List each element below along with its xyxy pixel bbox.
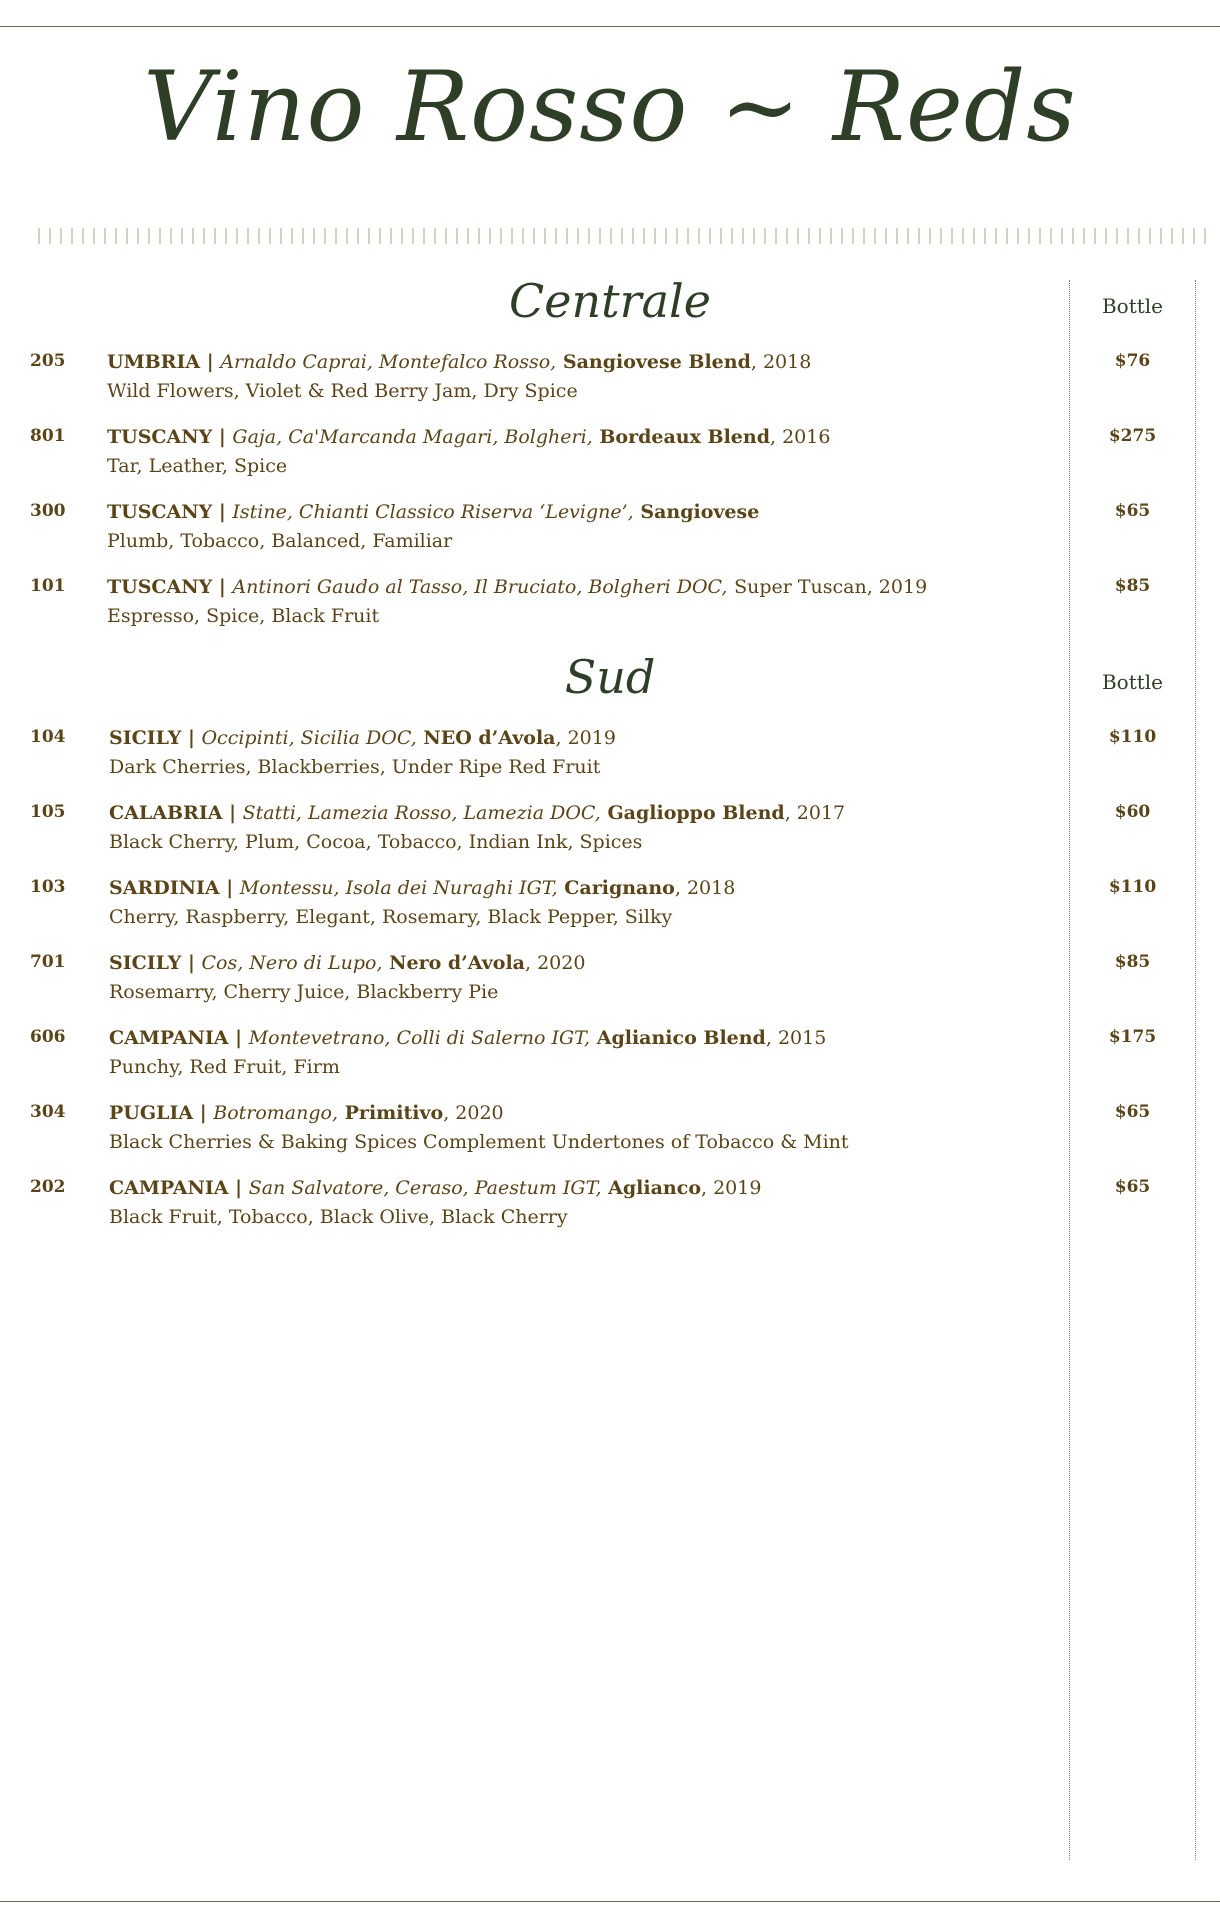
wine-producer: Statti, Lamezia Rosso, Lamezia DOC, — [242, 802, 601, 824]
wine-title-line — [109, 952, 585, 974]
wine-producer: Gaja, Ca'Marcanda Magari, Bolgheri, — [232, 426, 593, 448]
wine-grape: Aglianco — [608, 1177, 701, 1199]
wine-region: CALABRIA — [109, 802, 223, 824]
wine-producer: Antinori Gaudo al Tasso, Il Bruciato, Bolgheri DOC, — [232, 576, 728, 598]
tasting-notes: Punchy, Red Fruit, Firm — [109, 1056, 340, 1078]
bin-number: 202 — [30, 1177, 66, 1197]
wine-vintage: , 2020 — [525, 952, 586, 974]
bottle-price: $60 — [1114, 802, 1151, 822]
wine-grape: Nero d’Avola — [389, 952, 525, 974]
bottle-price: $110 — [1108, 727, 1157, 747]
wine-region: CAMPANIA — [109, 1027, 229, 1049]
bottle-price: $85 — [1114, 576, 1151, 596]
wine-grape: Carignano — [564, 877, 675, 899]
separator: | — [228, 1027, 249, 1049]
bottle-price: $65 — [1114, 1177, 1151, 1197]
tasting-notes: Black Fruit, Tobacco, Black Olive, Black Cherry — [109, 1206, 568, 1228]
wine-vintage: , 2020 — [443, 1102, 504, 1124]
wine-row — [0, 501, 1220, 561]
bottle-price: $85 — [1114, 952, 1151, 972]
separator: | — [222, 802, 243, 824]
wine-grape: Sangiovese — [640, 501, 760, 523]
wine-row — [0, 802, 1220, 862]
wine-vintage: , 2019 — [555, 727, 616, 749]
separator: | — [219, 877, 240, 899]
bin-number: 801 — [30, 426, 66, 446]
top-rule — [0, 26, 1220, 27]
wine-row — [0, 1102, 1220, 1162]
bottle-price: $76 — [1114, 351, 1151, 371]
bin-number: 205 — [30, 351, 66, 371]
wine-row — [0, 877, 1220, 937]
tasting-notes: Cherry, Raspberry, Elegant, Rosemary, Black Pepper, Silky — [109, 906, 673, 928]
wine-region: CAMPANIA — [109, 1177, 229, 1199]
wine-vintage: , 2018 — [674, 877, 736, 899]
separator: | — [200, 351, 221, 373]
wine-vintage: , 2017 — [784, 802, 846, 824]
wine-vintage: , 2015 — [765, 1027, 827, 1049]
wine-producer: Istine, Chianti Classico Riserva ‘Levigne’, — [232, 501, 634, 523]
wine-producer: Occipinti, Sicilia DOC, — [201, 727, 417, 749]
decorative-tick-border — [38, 227, 1208, 245]
wine-title-line — [107, 576, 927, 598]
wine-producer: Montevetrano, Colli di Salerno IGT, — [248, 1027, 591, 1049]
tasting-notes: Plumb, Tobacco, Balanced, Familiar — [107, 530, 453, 552]
bottom-rule — [0, 1901, 1220, 1902]
bottle-price: $275 — [1108, 426, 1157, 446]
wine-region: PUGLIA — [109, 1102, 194, 1124]
wine-producer: San Salvatore, Ceraso, Paestum IGT, — [248, 1177, 602, 1199]
bin-number: 101 — [30, 576, 66, 596]
wine-region: TUSCANY — [107, 426, 213, 448]
wine-grape: Gaglioppo Blend — [607, 802, 785, 824]
wine-producer: Botromango, — [213, 1102, 339, 1124]
wine-grape: Sangiovese Blend — [562, 351, 751, 373]
separator: | — [212, 576, 233, 598]
wine-row — [0, 576, 1220, 636]
wine-title-line — [109, 1027, 826, 1049]
tasting-notes: Dark Cherries, Blackberries, Under Ripe Red Fruit — [109, 756, 601, 778]
wine-producer: Cos, Nero di Lupo, — [201, 952, 383, 974]
wine-row — [0, 952, 1220, 1012]
tasting-notes: Wild Flowers, Violet & Red Berry Jam, Dry Spice — [107, 380, 578, 402]
bin-number: 304 — [30, 1102, 66, 1122]
wine-grape: NEO d’Avola — [423, 727, 556, 749]
wine-region: UMBRIA — [107, 351, 201, 373]
bottle-price: $65 — [1114, 1102, 1151, 1122]
tasting-notes: Espresso, Spice, Black Fruit — [107, 605, 380, 627]
wine-vintage: , 2016 — [770, 426, 831, 448]
wine-grape: Bordeaux Blend — [599, 426, 770, 448]
wine-producer: Montessu, Isola dei Nuraghi IGT, — [239, 877, 558, 899]
wine-region: SARDINIA — [109, 877, 220, 899]
wine-title-line — [109, 877, 735, 899]
wine-title-line — [109, 1102, 504, 1124]
section-title-centrale: Centrale — [509, 274, 711, 328]
column-label-bottle: Bottle — [1101, 294, 1164, 318]
bottle-price: $65 — [1114, 501, 1151, 521]
wine-row — [0, 1027, 1220, 1087]
wine-vintage: , 2019 — [701, 1177, 762, 1199]
wine-region: TUSCANY — [107, 501, 213, 523]
bin-number: 300 — [30, 501, 66, 521]
section-title-sud: Sud — [564, 650, 656, 704]
wine-title-line — [107, 351, 811, 373]
wine-vintage: Super Tuscan, 2019 — [734, 576, 928, 598]
wine-title-line — [107, 501, 759, 523]
wine-producer: Arnaldo Caprai, Montefalco Rosso, — [220, 351, 557, 373]
wine-title-line — [109, 802, 845, 824]
bin-number: 606 — [30, 1027, 66, 1047]
separator: | — [212, 501, 233, 523]
separator: | — [181, 727, 202, 749]
separator: | — [228, 1177, 249, 1199]
tasting-notes: Black Cherry, Plum, Cocoa, Tobacco, Indian Ink, Spices — [109, 831, 643, 853]
wine-row — [0, 727, 1220, 787]
wine-region: TUSCANY — [107, 576, 213, 598]
bottle-price: $175 — [1108, 1027, 1157, 1047]
separator: | — [193, 1102, 214, 1124]
wine-row — [0, 351, 1220, 411]
bin-number: 105 — [30, 802, 66, 822]
wine-region: SICILY — [109, 952, 182, 974]
wine-vintage: , 2018 — [750, 351, 812, 373]
wine-row — [0, 1177, 1220, 1237]
bottle-price: $110 — [1108, 877, 1157, 897]
menu-title: Vino Rosso ~ Reds — [143, 51, 1077, 163]
bin-number: 701 — [30, 952, 66, 972]
separator: | — [181, 952, 202, 974]
wine-region: SICILY — [109, 727, 182, 749]
bin-number: 103 — [30, 877, 66, 897]
tasting-notes: Rosemarry, Cherry Juice, Blackberry Pie — [109, 981, 499, 1003]
wine-grape: Aglianico Blend — [596, 1027, 766, 1049]
tasting-notes: Tar, Leather, Spice — [107, 455, 288, 477]
wine-title-line — [107, 426, 830, 448]
wine-grape: Primitivo — [344, 1102, 444, 1124]
wine-row — [0, 426, 1220, 486]
wine-title-line — [109, 727, 616, 749]
bin-number: 104 — [30, 727, 66, 747]
tasting-notes: Black Cherries & Baking Spices Complement Undertones of Tobacco & Mint — [109, 1131, 849, 1153]
separator: | — [212, 426, 233, 448]
wine-title-line — [109, 1177, 761, 1199]
column-label-bottle: Bottle — [1101, 670, 1164, 694]
